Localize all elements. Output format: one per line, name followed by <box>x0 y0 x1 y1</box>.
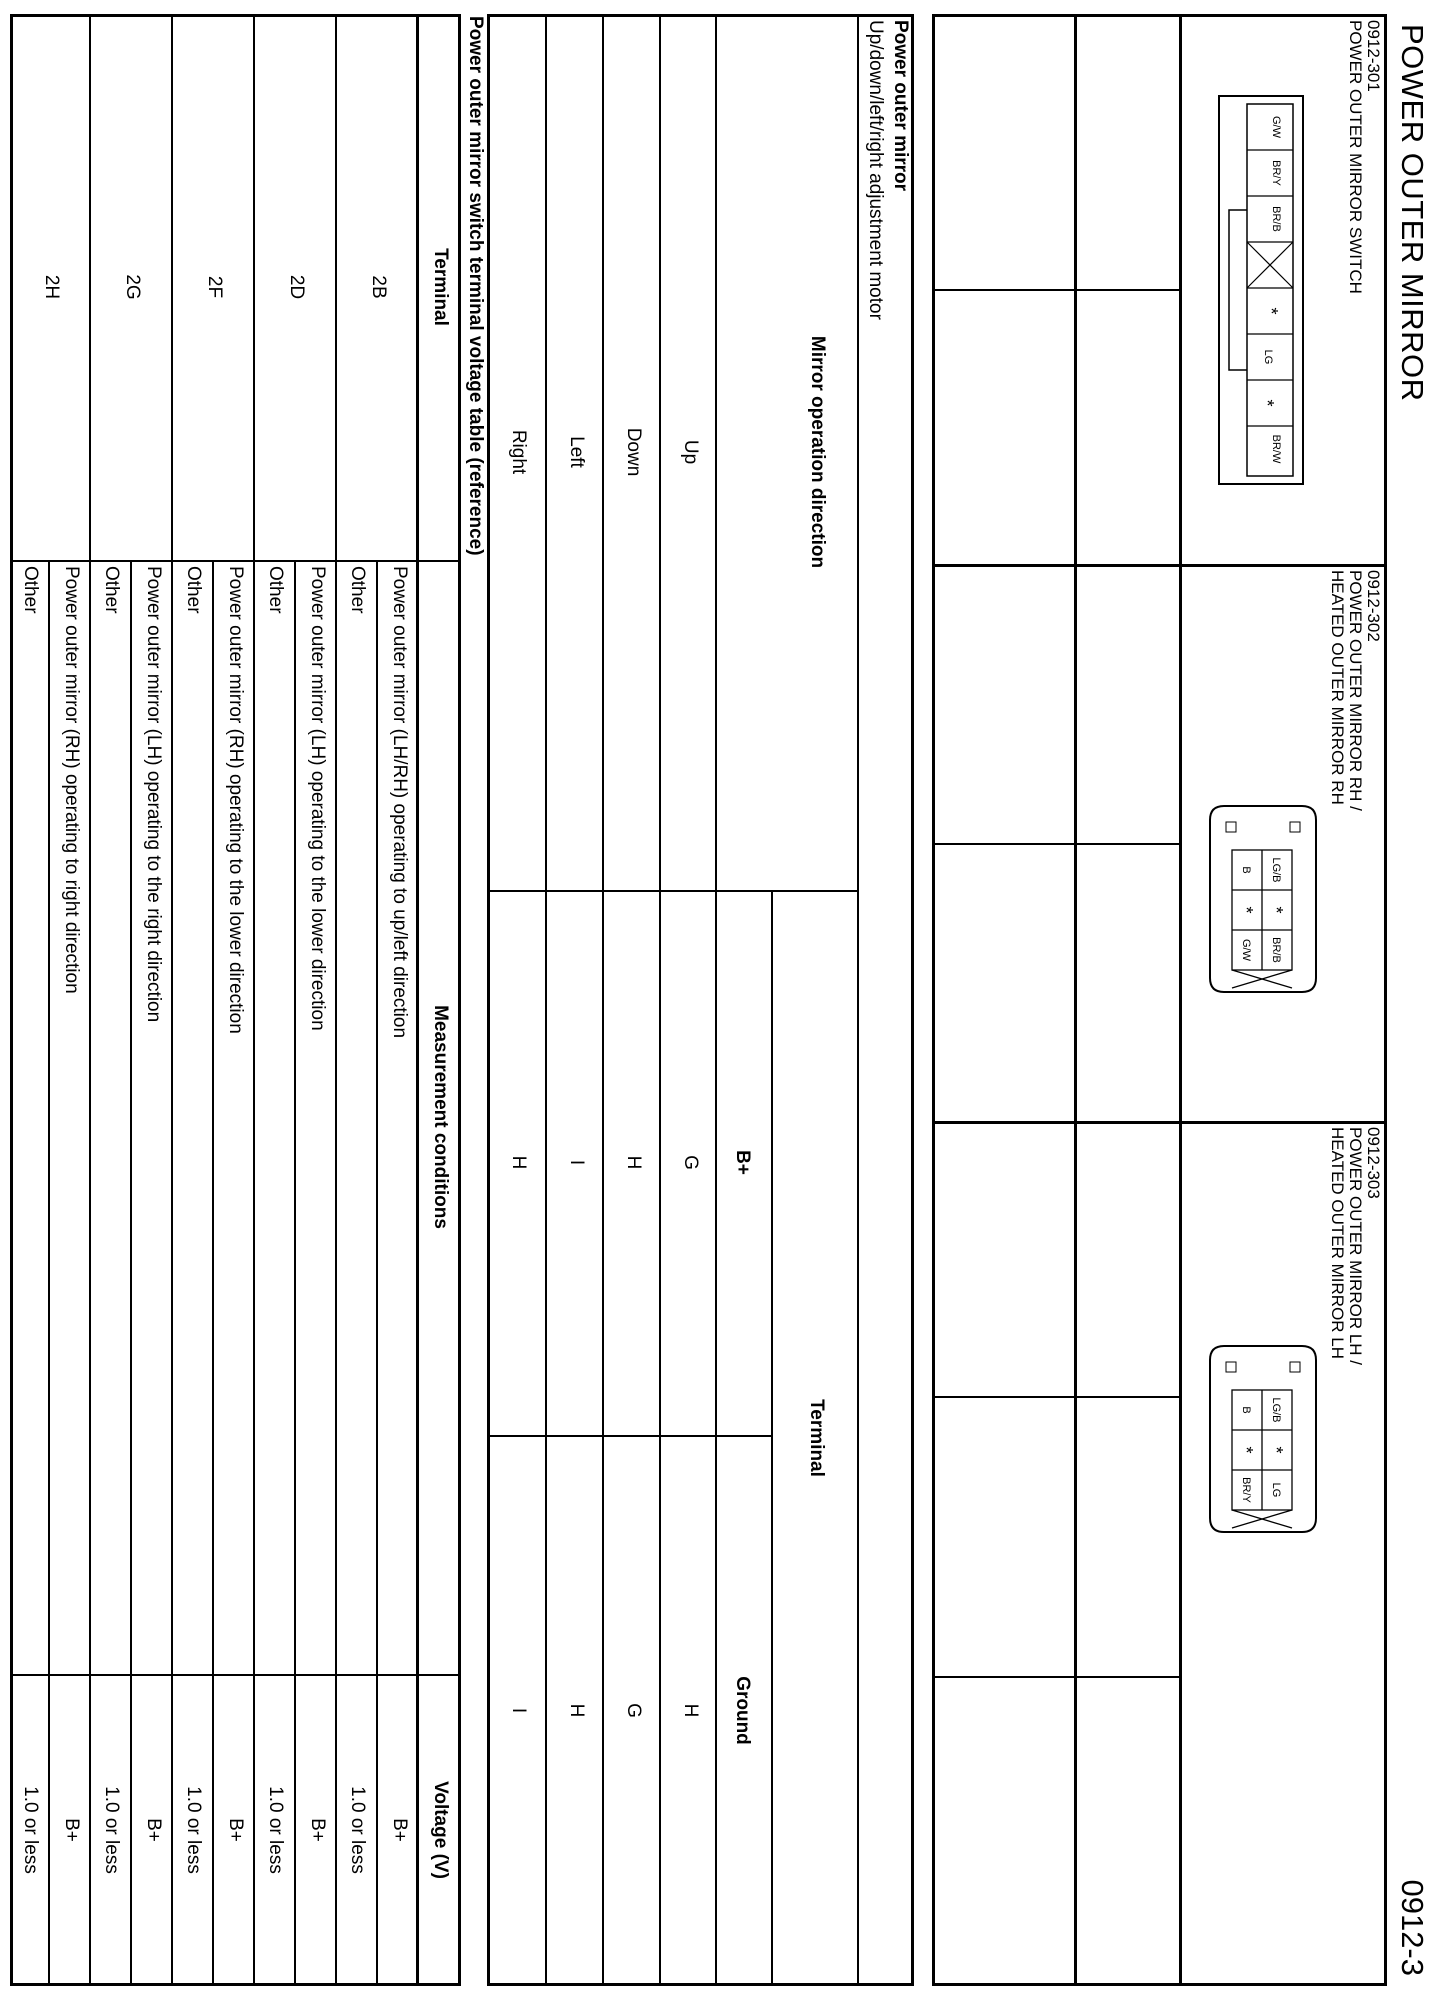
motor-row-ground: H <box>566 1703 587 1718</box>
col-conditions-header: Measurement conditions <box>430 1005 451 1229</box>
voltage-row-condition: Other <box>20 566 41 614</box>
voltage-row-terminal: 2B <box>368 275 389 299</box>
col-direction-header: Mirror operation direction <box>807 335 828 569</box>
voltage-row-condition: Power outer mirror (RH) operating to right direction <box>61 566 82 994</box>
voltage-heading: Power outer mirror switch terminal voltage table (reference) <box>465 16 486 556</box>
connector-301-code: 0912-301 <box>1364 20 1383 92</box>
pin-303-3: LG <box>1270 1482 1282 1498</box>
motor-row-direction: Left <box>566 436 587 468</box>
motor-row-ground: H <box>680 1703 701 1718</box>
voltage-row-value: 1.0 or less <box>183 1786 204 1874</box>
connector-302-code: 0912-302 <box>1364 570 1383 642</box>
connector-302-diagram <box>1204 800 1322 1000</box>
col-vterminal-header: Terminal <box>430 248 451 326</box>
voltage-row-value: 1.0 or less <box>347 1786 368 1874</box>
pin-301-7: * <box>1257 399 1277 407</box>
voltage-row-condition: Other <box>183 566 204 614</box>
connector-303-name-1: POWER OUTER MIRROR LH / <box>1346 1127 1365 1366</box>
pin-302-3: BR/B <box>1270 937 1282 963</box>
motor-row-bplus: H <box>508 1155 529 1170</box>
pin-301-1: G/W <box>1270 116 1282 138</box>
pin-302-1: LG/B <box>1270 857 1282 883</box>
motor-row-direction: Right <box>508 429 529 475</box>
connector-302-name-2: HEATED OUTER MIRROR RH <box>1328 570 1347 805</box>
motor-row-direction: Down <box>623 427 644 477</box>
voltage-row-terminal: 2F <box>204 275 225 299</box>
connector-303-label <box>1328 1127 1382 1365</box>
voltage-row-condition: Power outer mirror (LH/RH) operating to up/left direction <box>389 566 410 1039</box>
voltage-row-value: 1.0 or less <box>101 1786 122 1874</box>
motor-subheading: Up/down/left/right adjustment motor <box>865 20 886 320</box>
pin-301-3: BR/B <box>1270 206 1282 232</box>
voltage-row-condition: Power outer mirror (RH) operating to the lower direction <box>225 566 246 1034</box>
pin-302-6: G/W <box>1240 939 1252 961</box>
page-number: 0912-3 <box>1395 1879 1430 1976</box>
pin-302-5: * <box>1236 906 1256 914</box>
voltage-row-value: B+ <box>143 1818 164 1842</box>
pin-303-1: LG/B <box>1270 1397 1282 1423</box>
motor-row-ground: I <box>508 1707 529 1714</box>
voltage-row-condition: Power outer mirror (LH) operating to the right direction <box>143 566 164 1023</box>
voltage-row-condition: Other <box>265 566 286 614</box>
motor-row-bplus: H <box>623 1155 644 1170</box>
pin-303-4: B <box>1240 1406 1252 1414</box>
motor-heading: Power outer mirror <box>890 20 911 192</box>
voltage-row-terminal: 2G <box>122 274 143 300</box>
connector-301-diagram <box>1214 90 1309 490</box>
voltage-row-value: B+ <box>61 1818 82 1842</box>
pin-303-2: * <box>1266 1446 1286 1454</box>
motor-row-ground: G <box>623 1703 644 1718</box>
col-ground-header: Ground <box>732 1676 753 1745</box>
pin-301-6: LG <box>1262 349 1274 365</box>
pin-301-2: BR/Y <box>1270 160 1282 186</box>
pin-302-4: B <box>1240 866 1252 874</box>
voltage-row-condition: Power outer mirror (LH) operating to the lower direction <box>307 566 328 1031</box>
connector-301-label <box>1346 20 1382 294</box>
col-terminal-header: Terminal <box>806 1399 827 1477</box>
pin-301-8: BR/W <box>1270 434 1282 464</box>
voltage-row-condition: Other <box>347 566 368 614</box>
voltage-row-terminal: 2H <box>41 274 62 300</box>
connector-panel <box>932 14 1387 1986</box>
col-bplus-header: B+ <box>732 1150 753 1175</box>
voltage-row-value: B+ <box>389 1818 410 1842</box>
pin-303-5: * <box>1236 1446 1256 1454</box>
motor-row-bplus: I <box>566 1159 587 1166</box>
col-voltage-header: Voltage (V) <box>430 1781 451 1879</box>
pin-302-2: * <box>1266 906 1286 914</box>
voltage-row-value: B+ <box>307 1818 328 1842</box>
pin-303-6: BR/Y <box>1240 1477 1252 1503</box>
page-title: POWER OUTER MIRROR <box>1395 24 1430 402</box>
pin-301-5: * <box>1261 307 1281 315</box>
motor-row-bplus: G <box>680 1155 701 1170</box>
connector-303-code: 0912-303 <box>1364 1127 1383 1199</box>
connector-301-name: POWER OUTER MIRROR SWITCH <box>1346 20 1365 294</box>
connector-303-name-2: HEATED OUTER MIRROR LH <box>1328 1127 1347 1360</box>
voltage-row-value: 1.0 or less <box>265 1786 286 1874</box>
voltage-row-value: B+ <box>225 1818 246 1842</box>
connector-302-name-1: POWER OUTER MIRROR RH / <box>1346 570 1365 811</box>
voltage-row-terminal: 2D <box>286 274 307 300</box>
motor-row-direction: Up <box>680 439 701 465</box>
voltage-row-condition: Other <box>101 566 122 614</box>
connector-302-label <box>1328 570 1382 811</box>
voltage-row-value: 1.0 or less <box>20 1786 41 1874</box>
connector-303-diagram <box>1204 1340 1322 1540</box>
